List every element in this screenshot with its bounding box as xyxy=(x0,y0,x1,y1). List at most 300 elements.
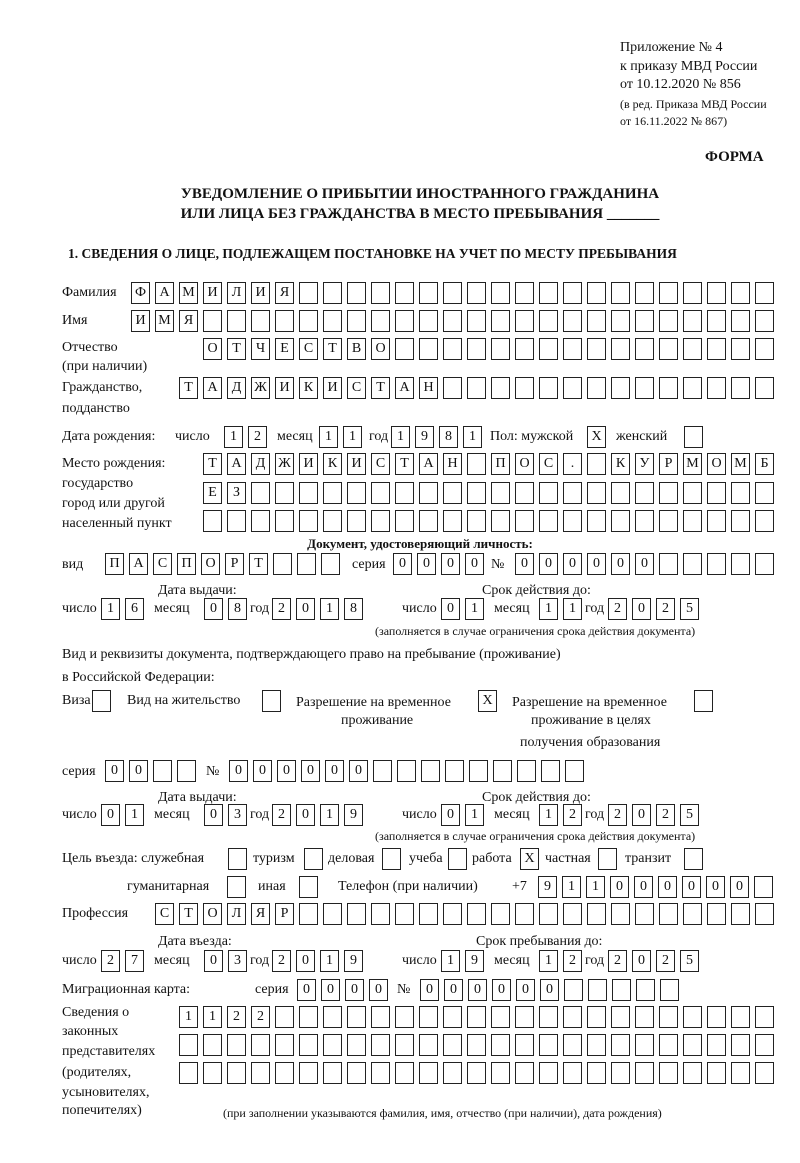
birth-day-field[interactable] xyxy=(224,426,267,448)
purpose-work-checkbox[interactable] xyxy=(520,848,539,870)
char-cell[interactable]: С xyxy=(155,903,174,925)
char-cell[interactable] xyxy=(347,510,366,532)
char-cell[interactable]: О xyxy=(515,453,534,475)
reps-field-2[interactable] xyxy=(179,1034,774,1056)
char-cell[interactable]: К xyxy=(299,377,318,399)
char-cell[interactable]: М xyxy=(731,453,750,475)
stay-year-field[interactable] xyxy=(608,950,699,972)
purpose-humanitarian-checkbox[interactable] xyxy=(227,876,246,898)
char-cell[interactable]: 0 xyxy=(129,760,148,782)
reps-field-1[interactable] xyxy=(179,1006,774,1028)
char-cell[interactable] xyxy=(395,1006,414,1028)
char-cell[interactable] xyxy=(491,510,510,532)
char-cell[interactable] xyxy=(635,377,654,399)
char-cell[interactable] xyxy=(731,1006,750,1028)
char-cell[interactable]: 6 xyxy=(125,598,144,620)
char-cell[interactable] xyxy=(707,310,726,332)
char-cell[interactable] xyxy=(419,1034,438,1056)
stay-day-field[interactable] xyxy=(441,950,484,972)
char-cell[interactable]: Т xyxy=(203,453,222,475)
char-cell[interactable] xyxy=(371,482,390,504)
char-cell[interactable]: 0 xyxy=(296,804,315,826)
char-cell[interactable]: 1 xyxy=(179,1006,198,1028)
char-cell[interactable]: О xyxy=(201,553,220,575)
char-cell[interactable]: 0 xyxy=(420,979,439,1001)
char-cell[interactable] xyxy=(443,282,462,304)
char-cell[interactable]: 1 xyxy=(463,426,482,448)
char-cell[interactable] xyxy=(491,310,510,332)
stay-month-field[interactable] xyxy=(539,950,582,972)
char-cell[interactable]: С xyxy=(347,377,366,399)
char-cell[interactable]: Ч xyxy=(251,338,270,360)
char-cell[interactable] xyxy=(251,482,270,504)
char-cell[interactable]: 8 xyxy=(344,598,363,620)
char-cell[interactable] xyxy=(635,1006,654,1028)
char-cell[interactable] xyxy=(443,310,462,332)
char-cell[interactable] xyxy=(347,903,366,925)
char-cell[interactable]: 0 xyxy=(563,553,582,575)
char-cell[interactable]: П xyxy=(177,553,196,575)
char-cell[interactable] xyxy=(323,482,342,504)
char-cell[interactable]: 1 xyxy=(224,426,243,448)
char-cell[interactable] xyxy=(755,903,774,925)
char-cell[interactable]: 0 xyxy=(441,804,460,826)
char-cell[interactable] xyxy=(299,1006,318,1028)
char-cell[interactable]: 1 xyxy=(563,598,582,620)
char-cell[interactable] xyxy=(515,1062,534,1084)
char-cell[interactable] xyxy=(491,482,510,504)
birth-year-field[interactable] xyxy=(391,426,482,448)
char-cell[interactable] xyxy=(299,482,318,504)
char-cell[interactable]: 0 xyxy=(325,760,344,782)
char-cell[interactable] xyxy=(659,282,678,304)
char-cell[interactable] xyxy=(251,310,270,332)
char-cell[interactable] xyxy=(731,338,750,360)
char-cell[interactable] xyxy=(635,282,654,304)
char-cell[interactable] xyxy=(755,553,774,575)
char-cell[interactable] xyxy=(683,1062,702,1084)
res-issue-day-field[interactable] xyxy=(101,804,144,826)
char-cell[interactable]: 0 xyxy=(632,950,651,972)
char-cell[interactable]: 0 xyxy=(349,760,368,782)
char-cell[interactable]: С xyxy=(299,338,318,360)
char-cell[interactable]: 2 xyxy=(608,950,627,972)
char-cell[interactable]: 0 xyxy=(229,760,248,782)
char-cell[interactable] xyxy=(419,282,438,304)
char-cell[interactable] xyxy=(755,338,774,360)
char-cell[interactable] xyxy=(395,482,414,504)
char-cell[interactable] xyxy=(395,1034,414,1056)
checkbox-cell[interactable] xyxy=(684,426,703,448)
char-cell[interactable] xyxy=(659,1006,678,1028)
char-cell[interactable]: 3 xyxy=(228,950,247,972)
char-cell[interactable]: Н xyxy=(419,377,438,399)
char-cell[interactable]: 0 xyxy=(730,876,749,898)
char-cell[interactable] xyxy=(227,310,246,332)
char-cell[interactable] xyxy=(323,1006,342,1028)
char-cell[interactable] xyxy=(251,510,270,532)
char-cell[interactable] xyxy=(395,310,414,332)
char-cell[interactable]: Т xyxy=(395,453,414,475)
char-cell[interactable] xyxy=(275,1006,294,1028)
char-cell[interactable] xyxy=(683,310,702,332)
char-cell[interactable]: 0 xyxy=(632,598,651,620)
char-cell[interactable] xyxy=(563,510,582,532)
char-cell[interactable] xyxy=(587,282,606,304)
char-cell[interactable] xyxy=(731,510,750,532)
res-series-field[interactable] xyxy=(105,760,196,782)
doc-valid-month-field[interactable] xyxy=(539,598,582,620)
char-cell[interactable] xyxy=(515,377,534,399)
char-cell[interactable]: Т xyxy=(227,338,246,360)
char-cell[interactable] xyxy=(153,760,172,782)
char-cell[interactable] xyxy=(227,510,246,532)
char-cell[interactable]: 2 xyxy=(251,1006,270,1028)
char-cell[interactable]: 1 xyxy=(343,426,362,448)
char-cell[interactable] xyxy=(491,1006,510,1028)
char-cell[interactable]: 0 xyxy=(105,760,124,782)
char-cell[interactable]: 0 xyxy=(682,876,701,898)
char-cell[interactable]: 0 xyxy=(297,979,316,1001)
res-issue-month-field[interactable] xyxy=(204,804,247,826)
char-cell[interactable] xyxy=(635,1062,654,1084)
char-cell[interactable] xyxy=(397,760,416,782)
checkbox-cell[interactable] xyxy=(227,876,246,898)
checkbox-cell[interactable] xyxy=(448,848,467,870)
char-cell[interactable] xyxy=(491,377,510,399)
char-cell[interactable] xyxy=(755,377,774,399)
char-cell[interactable]: 2 xyxy=(272,804,291,826)
char-cell[interactable] xyxy=(563,1006,582,1028)
char-cell[interactable] xyxy=(395,338,414,360)
char-cell[interactable] xyxy=(493,760,512,782)
char-cell[interactable] xyxy=(539,1034,558,1056)
char-cell[interactable] xyxy=(635,903,654,925)
char-cell[interactable]: 0 xyxy=(369,979,388,1001)
char-cell[interactable]: 0 xyxy=(635,553,654,575)
char-cell[interactable]: Е xyxy=(275,338,294,360)
char-cell[interactable] xyxy=(179,1034,198,1056)
checkbox-cell[interactable] xyxy=(694,690,713,712)
char-cell[interactable] xyxy=(563,310,582,332)
char-cell[interactable] xyxy=(635,338,654,360)
char-cell[interactable]: 2 xyxy=(608,804,627,826)
char-cell[interactable] xyxy=(323,1034,342,1056)
char-cell[interactable]: 0 xyxy=(301,760,320,782)
char-cell[interactable]: 0 xyxy=(706,876,725,898)
char-cell[interactable] xyxy=(395,510,414,532)
char-cell[interactable] xyxy=(299,1062,318,1084)
char-cell[interactable] xyxy=(515,338,534,360)
char-cell[interactable] xyxy=(539,903,558,925)
char-cell[interactable] xyxy=(275,482,294,504)
char-cell[interactable] xyxy=(419,482,438,504)
char-cell[interactable] xyxy=(635,1034,654,1056)
char-cell[interactable]: 2 xyxy=(656,598,675,620)
char-cell[interactable] xyxy=(755,1062,774,1084)
checkbox-cell[interactable] xyxy=(228,848,247,870)
char-cell[interactable]: Д xyxy=(227,377,246,399)
char-cell[interactable]: Л xyxy=(227,282,246,304)
char-cell[interactable]: 0 xyxy=(468,979,487,1001)
char-cell[interactable] xyxy=(443,377,462,399)
char-cell[interactable]: 5 xyxy=(680,950,699,972)
char-cell[interactable]: 0 xyxy=(204,598,223,620)
char-cell[interactable]: 0 xyxy=(441,598,460,620)
res-valid-year-field[interactable] xyxy=(608,804,699,826)
res-number-field[interactable] xyxy=(229,760,584,782)
char-cell[interactable]: 0 xyxy=(296,950,315,972)
char-cell[interactable]: А xyxy=(395,377,414,399)
char-cell[interactable] xyxy=(297,553,316,575)
char-cell[interactable] xyxy=(445,760,464,782)
char-cell[interactable] xyxy=(251,1034,270,1056)
char-cell[interactable] xyxy=(659,553,678,575)
checkbox-cell[interactable] xyxy=(299,876,318,898)
char-cell[interactable] xyxy=(587,1062,606,1084)
char-cell[interactable] xyxy=(443,1006,462,1028)
char-cell[interactable]: 2 xyxy=(608,598,627,620)
char-cell[interactable]: Ж xyxy=(251,377,270,399)
char-cell[interactable] xyxy=(539,1062,558,1084)
char-cell[interactable] xyxy=(203,1034,222,1056)
char-cell[interactable]: 1 xyxy=(101,598,120,620)
char-cell[interactable]: О xyxy=(203,903,222,925)
char-cell[interactable]: А xyxy=(203,377,222,399)
char-cell[interactable] xyxy=(659,1062,678,1084)
doc-type-field[interactable] xyxy=(105,553,340,575)
char-cell[interactable] xyxy=(755,1034,774,1056)
char-cell[interactable]: 9 xyxy=(465,950,484,972)
char-cell[interactable]: И xyxy=(203,282,222,304)
char-cell[interactable] xyxy=(611,377,630,399)
char-cell[interactable] xyxy=(659,903,678,925)
char-cell[interactable]: 1 xyxy=(539,804,558,826)
char-cell[interactable]: 1 xyxy=(320,598,339,620)
birthplace-field-1[interactable] xyxy=(203,453,774,475)
char-cell[interactable] xyxy=(659,510,678,532)
checkbox-cell[interactable]: X xyxy=(520,848,539,870)
char-cell[interactable] xyxy=(731,377,750,399)
char-cell[interactable]: О xyxy=(707,453,726,475)
char-cell[interactable] xyxy=(515,482,534,504)
char-cell[interactable] xyxy=(588,979,607,1001)
char-cell[interactable] xyxy=(707,1034,726,1056)
char-cell[interactable] xyxy=(491,282,510,304)
char-cell[interactable] xyxy=(611,482,630,504)
char-cell[interactable]: К xyxy=(323,453,342,475)
char-cell[interactable]: И xyxy=(131,310,150,332)
char-cell[interactable] xyxy=(467,282,486,304)
char-cell[interactable] xyxy=(347,482,366,504)
char-cell[interactable] xyxy=(515,310,534,332)
char-cell[interactable] xyxy=(419,1006,438,1028)
char-cell[interactable]: О xyxy=(203,338,222,360)
char-cell[interactable] xyxy=(275,1034,294,1056)
char-cell[interactable] xyxy=(539,310,558,332)
char-cell[interactable] xyxy=(731,282,750,304)
char-cell[interactable]: 1 xyxy=(465,598,484,620)
char-cell[interactable] xyxy=(227,1034,246,1056)
char-cell[interactable] xyxy=(371,1062,390,1084)
char-cell[interactable] xyxy=(467,1006,486,1028)
char-cell[interactable] xyxy=(611,1034,630,1056)
char-cell[interactable]: 0 xyxy=(321,979,340,1001)
char-cell[interactable] xyxy=(611,1062,630,1084)
char-cell[interactable] xyxy=(273,553,292,575)
char-cell[interactable] xyxy=(754,876,773,898)
char-cell[interactable] xyxy=(541,760,560,782)
char-cell[interactable] xyxy=(515,1006,534,1028)
char-cell[interactable] xyxy=(611,1006,630,1028)
char-cell[interactable]: Р xyxy=(275,903,294,925)
char-cell[interactable]: 0 xyxy=(296,598,315,620)
char-cell[interactable]: 9 xyxy=(344,950,363,972)
char-cell[interactable]: Я xyxy=(179,310,198,332)
char-cell[interactable] xyxy=(299,903,318,925)
char-cell[interactable]: 1 xyxy=(465,804,484,826)
char-cell[interactable] xyxy=(443,1062,462,1084)
char-cell[interactable] xyxy=(323,510,342,532)
char-cell[interactable] xyxy=(635,510,654,532)
char-cell[interactable] xyxy=(421,760,440,782)
char-cell[interactable] xyxy=(467,377,486,399)
char-cell[interactable] xyxy=(347,310,366,332)
char-cell[interactable] xyxy=(491,338,510,360)
char-cell[interactable] xyxy=(563,482,582,504)
char-cell[interactable]: 2 xyxy=(656,950,675,972)
char-cell[interactable]: М xyxy=(155,310,174,332)
char-cell[interactable]: Н xyxy=(443,453,462,475)
char-cell[interactable]: К xyxy=(611,453,630,475)
char-cell[interactable]: 7 xyxy=(125,950,144,972)
char-cell[interactable] xyxy=(469,760,488,782)
char-cell[interactable]: П xyxy=(491,453,510,475)
char-cell[interactable]: 1 xyxy=(319,426,338,448)
char-cell[interactable]: 2 xyxy=(101,950,120,972)
char-cell[interactable]: 0 xyxy=(492,979,511,1001)
char-cell[interactable] xyxy=(731,903,750,925)
char-cell[interactable] xyxy=(659,310,678,332)
checkbox-cell[interactable] xyxy=(304,848,323,870)
char-cell[interactable] xyxy=(467,338,486,360)
char-cell[interactable] xyxy=(564,979,583,1001)
sex-female-checkbox[interactable] xyxy=(684,426,703,448)
char-cell[interactable] xyxy=(683,510,702,532)
char-cell[interactable] xyxy=(515,903,534,925)
char-cell[interactable] xyxy=(443,482,462,504)
char-cell[interactable] xyxy=(443,1034,462,1056)
char-cell[interactable]: 5 xyxy=(680,598,699,620)
char-cell[interactable] xyxy=(683,482,702,504)
char-cell[interactable] xyxy=(612,979,631,1001)
char-cell[interactable] xyxy=(321,553,340,575)
char-cell[interactable] xyxy=(563,1034,582,1056)
char-cell[interactable] xyxy=(515,1034,534,1056)
char-cell[interactable] xyxy=(707,1006,726,1028)
char-cell[interactable]: З xyxy=(227,482,246,504)
char-cell[interactable] xyxy=(203,510,222,532)
char-cell[interactable] xyxy=(275,1062,294,1084)
char-cell[interactable]: 0 xyxy=(277,760,296,782)
char-cell[interactable]: 1 xyxy=(320,950,339,972)
char-cell[interactable] xyxy=(467,903,486,925)
res-issue-year-field[interactable] xyxy=(272,804,363,826)
char-cell[interactable] xyxy=(467,510,486,532)
char-cell[interactable] xyxy=(539,282,558,304)
char-cell[interactable]: Я xyxy=(251,903,270,925)
char-cell[interactable] xyxy=(323,282,342,304)
char-cell[interactable]: Т xyxy=(323,338,342,360)
char-cell[interactable]: 1 xyxy=(441,950,460,972)
char-cell[interactable] xyxy=(419,1062,438,1084)
char-cell[interactable]: В xyxy=(347,338,366,360)
char-cell[interactable]: О xyxy=(371,338,390,360)
char-cell[interactable] xyxy=(755,510,774,532)
reps-field-3[interactable] xyxy=(179,1062,774,1084)
char-cell[interactable]: 0 xyxy=(417,553,436,575)
checkbox-cell[interactable]: X xyxy=(478,690,497,712)
char-cell[interactable]: 0 xyxy=(610,876,629,898)
char-cell[interactable]: 0 xyxy=(539,553,558,575)
surname-field[interactable] xyxy=(131,282,774,304)
char-cell[interactable]: 0 xyxy=(204,804,223,826)
char-cell[interactable]: 8 xyxy=(228,598,247,620)
char-cell[interactable] xyxy=(659,338,678,360)
char-cell[interactable]: Е xyxy=(203,482,222,504)
char-cell[interactable] xyxy=(635,310,654,332)
purpose-private-checkbox[interactable] xyxy=(598,848,617,870)
char-cell[interactable] xyxy=(371,310,390,332)
char-cell[interactable]: С xyxy=(539,453,558,475)
char-cell[interactable] xyxy=(731,1034,750,1056)
doc-issue-month-field[interactable] xyxy=(204,598,247,620)
residence-permit-checkbox[interactable] xyxy=(262,690,281,712)
char-cell[interactable]: 0 xyxy=(540,979,559,1001)
char-cell[interactable]: 1 xyxy=(539,598,558,620)
char-cell[interactable]: 1 xyxy=(391,426,410,448)
char-cell[interactable] xyxy=(539,338,558,360)
char-cell[interactable] xyxy=(587,482,606,504)
char-cell[interactable]: Ж xyxy=(275,453,294,475)
char-cell[interactable] xyxy=(565,760,584,782)
char-cell[interactable] xyxy=(659,377,678,399)
char-cell[interactable] xyxy=(395,282,414,304)
char-cell[interactable] xyxy=(419,310,438,332)
char-cell[interactable]: 8 xyxy=(439,426,458,448)
char-cell[interactable]: У xyxy=(635,453,654,475)
char-cell[interactable] xyxy=(491,1062,510,1084)
doc-issue-year-field[interactable] xyxy=(272,598,363,620)
char-cell[interactable] xyxy=(707,1062,726,1084)
char-cell[interactable] xyxy=(707,510,726,532)
checkbox-cell[interactable] xyxy=(382,848,401,870)
char-cell[interactable]: 0 xyxy=(611,553,630,575)
char-cell[interactable] xyxy=(611,282,630,304)
char-cell[interactable]: 0 xyxy=(587,553,606,575)
char-cell[interactable]: Л xyxy=(227,903,246,925)
char-cell[interactable] xyxy=(467,1034,486,1056)
profession-field[interactable] xyxy=(155,903,774,925)
char-cell[interactable]: 5 xyxy=(680,804,699,826)
char-cell[interactable] xyxy=(731,482,750,504)
purpose-other-checkbox[interactable] xyxy=(299,876,318,898)
char-cell[interactable] xyxy=(731,310,750,332)
char-cell[interactable] xyxy=(587,453,606,475)
char-cell[interactable]: Ф xyxy=(131,282,150,304)
char-cell[interactable] xyxy=(203,310,222,332)
char-cell[interactable]: И xyxy=(299,453,318,475)
